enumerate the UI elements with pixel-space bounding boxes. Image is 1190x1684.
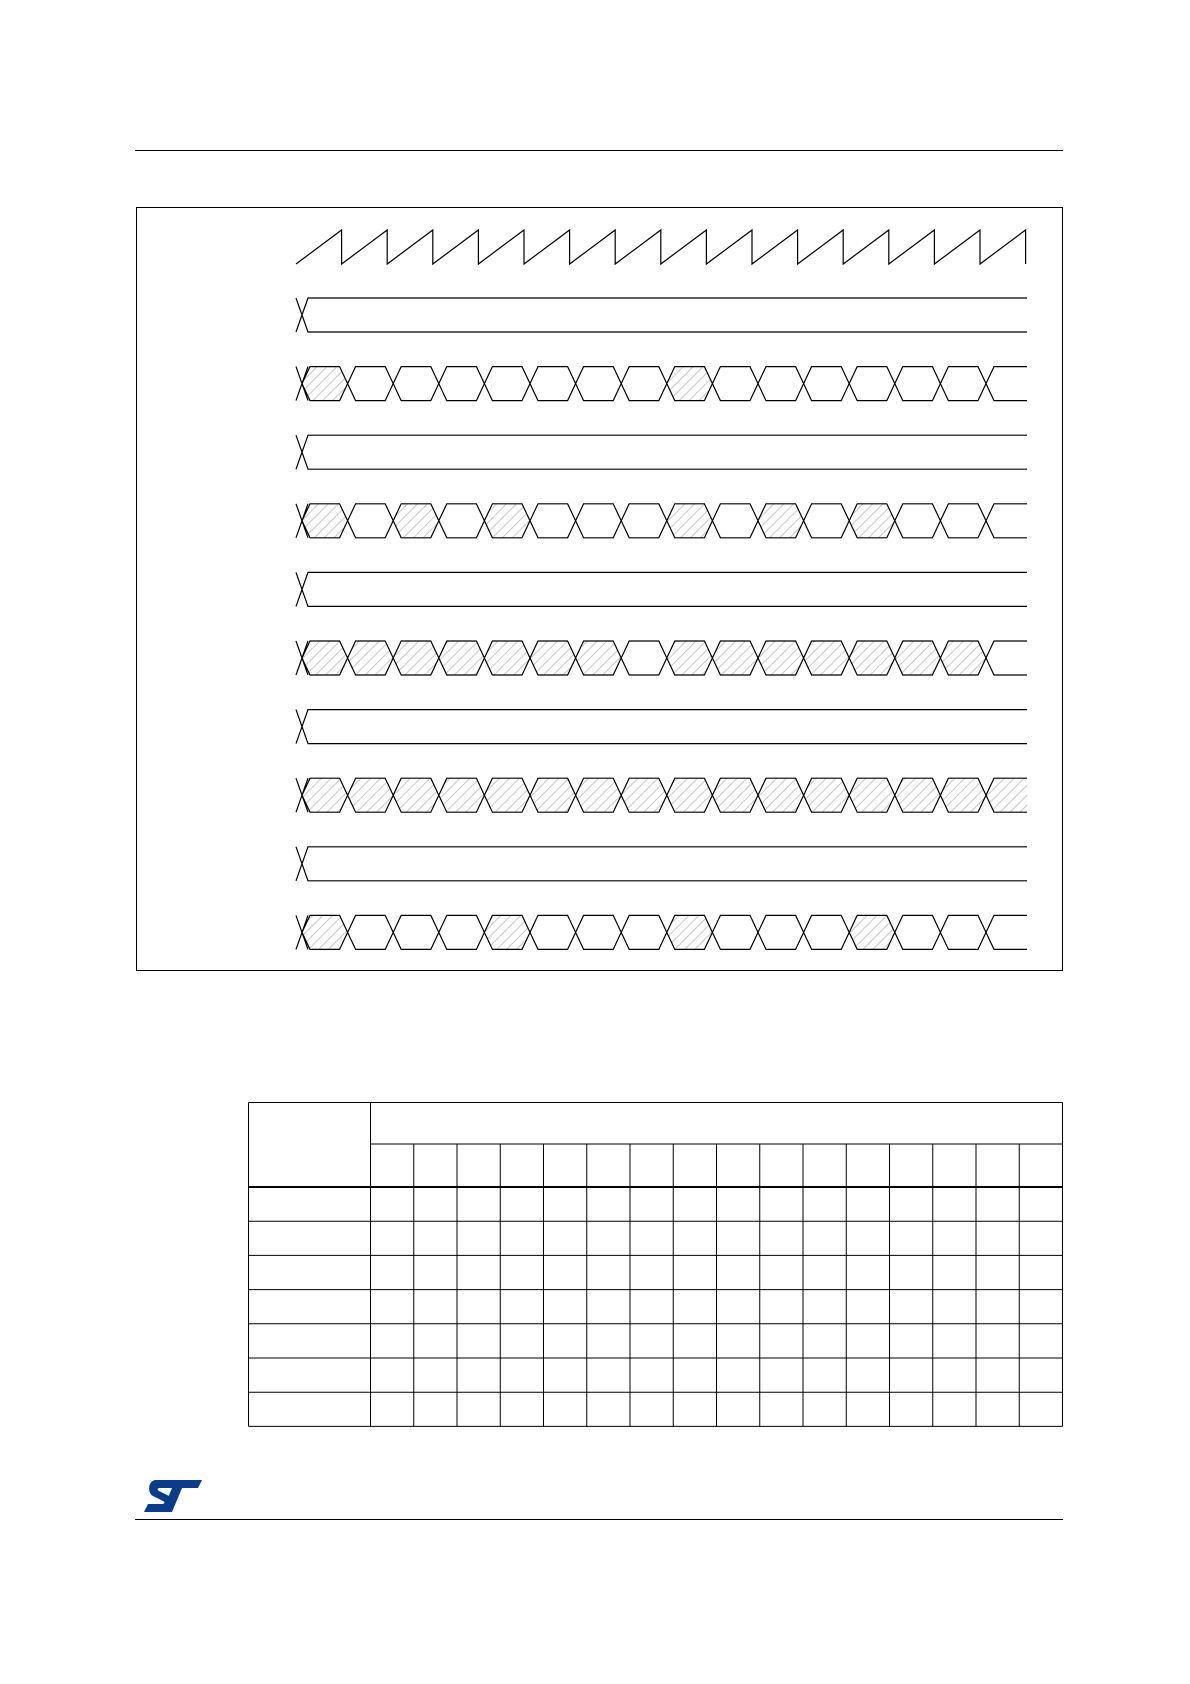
bus-data-cell bbox=[940, 778, 986, 812]
bus-data-cell bbox=[576, 915, 622, 949]
bus-data-cell bbox=[712, 367, 758, 401]
figure-frame bbox=[137, 208, 1063, 971]
bus-data-cell bbox=[758, 778, 804, 812]
bus-trailing-cell bbox=[986, 641, 1027, 675]
bus-data-cell bbox=[302, 504, 348, 538]
bus-data-cell bbox=[576, 778, 622, 812]
bus-data-cell bbox=[667, 367, 713, 401]
bus-data-cell bbox=[895, 641, 941, 675]
bus-trailing-cell bbox=[986, 367, 1027, 401]
bus-data-cell bbox=[804, 504, 850, 538]
bus-data-cell bbox=[393, 915, 439, 949]
bus-data-cell bbox=[439, 641, 485, 675]
bus-data-cell bbox=[849, 367, 895, 401]
bus-data-cell bbox=[439, 504, 485, 538]
bus-data-cell bbox=[530, 367, 576, 401]
bus-data-cell bbox=[484, 367, 530, 401]
bus-data-cell bbox=[940, 641, 986, 675]
bus-data-cell bbox=[758, 504, 804, 538]
bus-data-cell bbox=[484, 778, 530, 812]
st-logo-icon bbox=[142, 1478, 204, 1514]
bus-data-cell bbox=[348, 641, 394, 675]
bus-data-cell bbox=[667, 915, 713, 949]
clock-waveform bbox=[296, 230, 1026, 264]
bus-data-cell bbox=[621, 915, 667, 949]
bus-data-cell bbox=[667, 778, 713, 812]
bus-data-cell bbox=[302, 367, 348, 401]
bus-trailing-cell bbox=[986, 504, 1027, 538]
bus-data-cell bbox=[530, 641, 576, 675]
bus-data-cell bbox=[849, 778, 895, 812]
bus-data-cell bbox=[712, 778, 758, 812]
bus-data-cell bbox=[849, 641, 895, 675]
bus-data-cell bbox=[348, 915, 394, 949]
bus-data-cell bbox=[576, 367, 622, 401]
bus-trailing-cell bbox=[986, 915, 1027, 949]
bus-data-cell bbox=[667, 641, 713, 675]
bus-data-cell bbox=[484, 504, 530, 538]
bus-data-cell bbox=[621, 504, 667, 538]
bus-data-cell bbox=[712, 915, 758, 949]
bus-data-cell bbox=[439, 915, 485, 949]
bus-data-cell bbox=[804, 367, 850, 401]
bus-data-cell bbox=[940, 915, 986, 949]
bus-data-cell bbox=[940, 504, 986, 538]
bus-data-cell bbox=[895, 915, 941, 949]
bus-data-cell bbox=[393, 778, 439, 812]
level-signal-row bbox=[296, 847, 1027, 881]
bus-data-cell bbox=[712, 641, 758, 675]
bus-data-cell bbox=[849, 915, 895, 949]
bus-data-cell bbox=[895, 778, 941, 812]
bus-data-cell bbox=[393, 504, 439, 538]
level-signal-row bbox=[296, 572, 1027, 606]
bus-data-cell bbox=[439, 367, 485, 401]
bus-data-cell bbox=[302, 641, 348, 675]
bus-data-cell bbox=[804, 778, 850, 812]
bus-data-cell bbox=[895, 504, 941, 538]
bus-data-cell bbox=[302, 915, 348, 949]
bus-data-cell bbox=[621, 367, 667, 401]
bus-data-cell bbox=[576, 504, 622, 538]
bus-data-cell bbox=[393, 641, 439, 675]
level-signal-row bbox=[296, 435, 1027, 469]
bus-data-cell bbox=[530, 504, 576, 538]
bus-data-cell bbox=[849, 504, 895, 538]
bus-data-cell bbox=[439, 778, 485, 812]
level-signal-row bbox=[296, 710, 1027, 744]
bus-data-cell bbox=[484, 641, 530, 675]
bus-data-cell bbox=[804, 915, 850, 949]
bus-data-cell bbox=[576, 641, 622, 675]
bus-data-cell bbox=[348, 778, 394, 812]
bus-data-cell bbox=[667, 504, 713, 538]
bus-data-cell bbox=[758, 915, 804, 949]
bus-data-cell bbox=[758, 641, 804, 675]
bus-data-cell bbox=[895, 367, 941, 401]
bus-data-cell bbox=[940, 367, 986, 401]
bus-data-cell bbox=[484, 915, 530, 949]
waveforms bbox=[296, 230, 1027, 949]
bus-data-cell bbox=[758, 367, 804, 401]
bus-data-cell bbox=[804, 641, 850, 675]
bus-data-cell bbox=[621, 778, 667, 812]
bus-data-cell bbox=[530, 778, 576, 812]
bus-data-cell bbox=[348, 504, 394, 538]
table-grid bbox=[248, 1102, 1068, 1432]
level-signal-row bbox=[296, 298, 1027, 332]
bus-data-cell bbox=[712, 504, 758, 538]
bus-data-cell bbox=[621, 641, 667, 675]
bus-data-cell bbox=[393, 367, 439, 401]
bus-data-cell bbox=[302, 778, 348, 812]
bus-data-cell bbox=[530, 915, 576, 949]
bus-data-cell bbox=[348, 367, 394, 401]
footer-rule bbox=[135, 1519, 1063, 1520]
